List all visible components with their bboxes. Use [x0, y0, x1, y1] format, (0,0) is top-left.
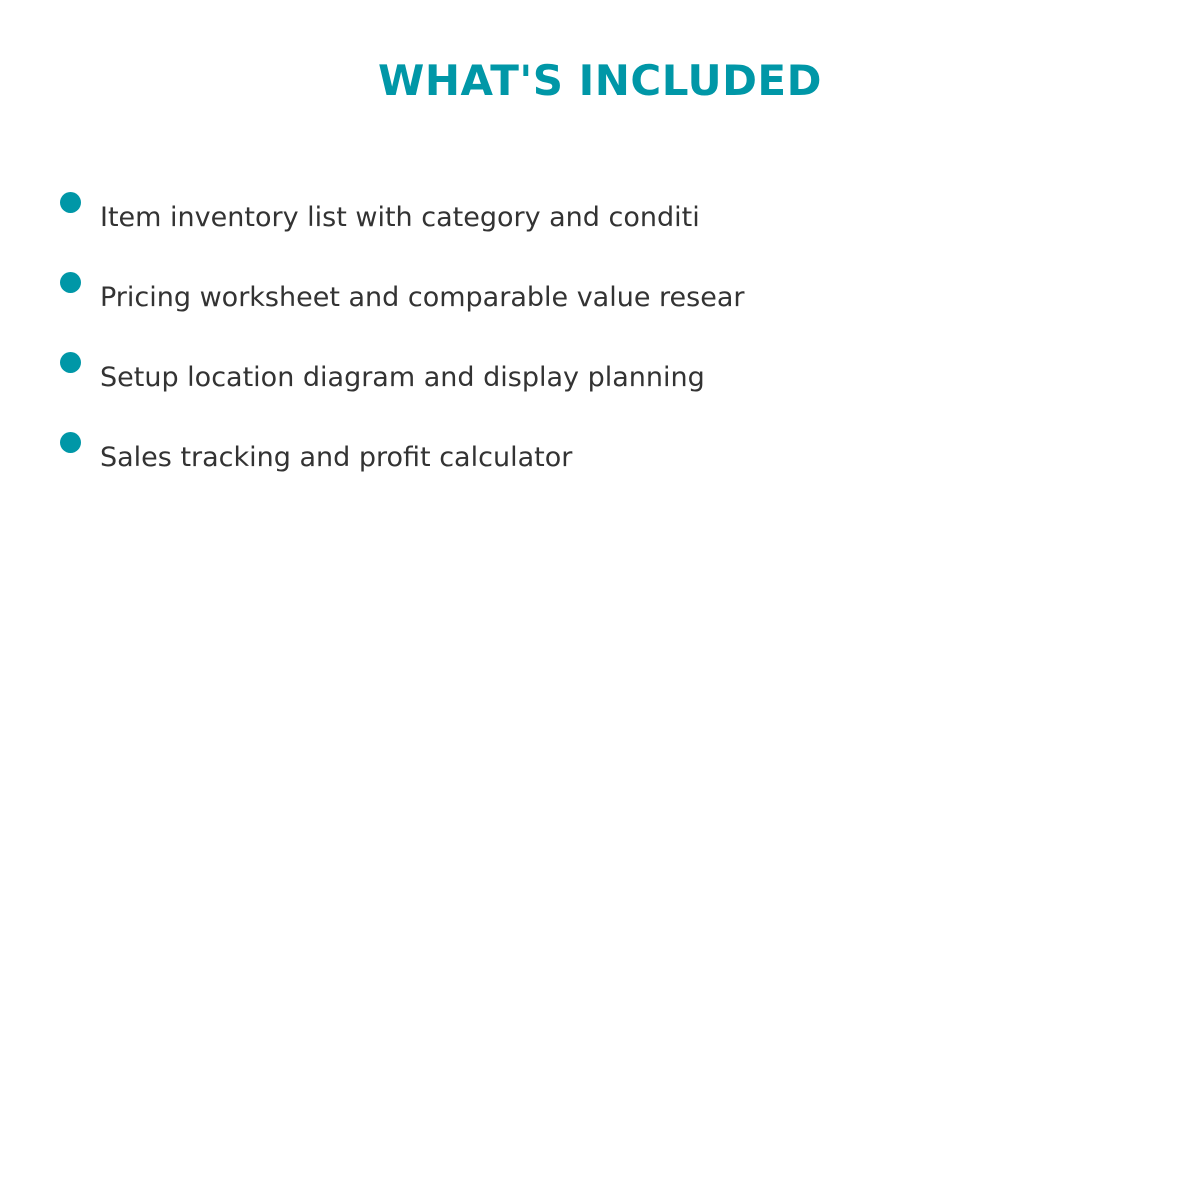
- list-item-label: Sales tracking and profit calculator: [100, 442, 573, 473]
- list-item: [0, 260, 1200, 340]
- list-item-label: Pricing worksheet and comparable value resear: [100, 282, 745, 313]
- list-item: [0, 180, 1200, 260]
- page-title: WHAT'S INCLUDED: [378, 56, 822, 105]
- bullet-dot-icon: [60, 272, 81, 293]
- feature-list: [0, 180, 1200, 500]
- bullet-dot-icon: [60, 352, 81, 373]
- list-item-label: Setup location diagram and display planning: [100, 362, 705, 393]
- bullet-dot-icon: [60, 192, 81, 213]
- list-item-label: Item inventory list with category and conditi: [100, 202, 700, 233]
- list-item: [0, 420, 1200, 500]
- bullet-dot-icon: [60, 432, 81, 453]
- list-item: [0, 340, 1200, 420]
